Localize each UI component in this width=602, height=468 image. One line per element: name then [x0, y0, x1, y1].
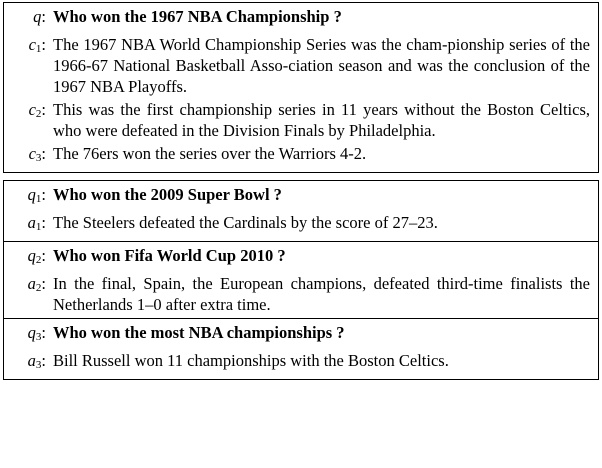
qa-question-3-text: Who won the most NBA championships ? — [53, 323, 345, 342]
qa-question-3-label: $q_3$: — [27, 323, 46, 343]
qa-answer-2-row — [4, 272, 598, 318]
qa-answer-3-label: $a_3$: — [27, 351, 46, 371]
context-block — [3, 2, 599, 173]
context-c3-label: $c_3$: — [28, 144, 46, 164]
context-question-label: q: — [33, 7, 46, 26]
qa-answer-1-row — [4, 211, 598, 241]
context-c1-label: $c_1$: — [28, 35, 46, 55]
context-c2-text: This was the first championship series in 11 years without the Boston Celtics, who were defeated in the Division Finals by Philadelphia. — [53, 100, 590, 140]
qa-question-2-text: Who won Fifa World Cup 2010 ? — [53, 246, 286, 265]
context-c1-text: The 1967 NBA World Championship Series was the cham-pionship series of the 1966-67 National Basketball Asso-ciation season and was the conclusion of the 1967 NBA Playoffs. — [53, 35, 590, 96]
qa-answer-1-label: $a_1$: — [27, 213, 46, 233]
qa-question-2-row — [4, 242, 598, 272]
context-c1-row — [4, 33, 598, 98]
context-c2-label: $c_2$: — [28, 100, 46, 120]
qa-question-1-label: $q_1$: — [27, 185, 46, 205]
context-question-row — [4, 3, 598, 33]
context-c3-text: The 76ers won the series over the Warriors 4-2. — [53, 144, 367, 163]
qa-question-2-label: $q_2$: — [27, 246, 46, 266]
qa-question-3-row — [4, 319, 598, 349]
context-question-text: Who won the 1967 NBA Championship ? — [53, 7, 342, 26]
qa-block — [3, 180, 599, 380]
context-c2-row — [4, 98, 598, 142]
qa-answer-2-text: In the final, Spain, the European champions, defeated third-time finalists the Netherlands 1–0 after extra time. — [53, 274, 590, 314]
qa-question-1-text: Who won the 2009 Super Bowl ? — [53, 185, 282, 204]
qa-question-1-row — [4, 181, 598, 211]
qa-answer-3-text: Bill Russell won 11 championships with the Boston Celtics. — [53, 351, 449, 370]
qa-answer-2-label: $a_2$: — [27, 274, 46, 294]
qa-answer-3-row — [4, 349, 598, 379]
context-c3-row — [4, 142, 598, 172]
qa-answer-1-text: The Steelers defeated the Cardinals by the score of 27–23. — [53, 213, 438, 232]
